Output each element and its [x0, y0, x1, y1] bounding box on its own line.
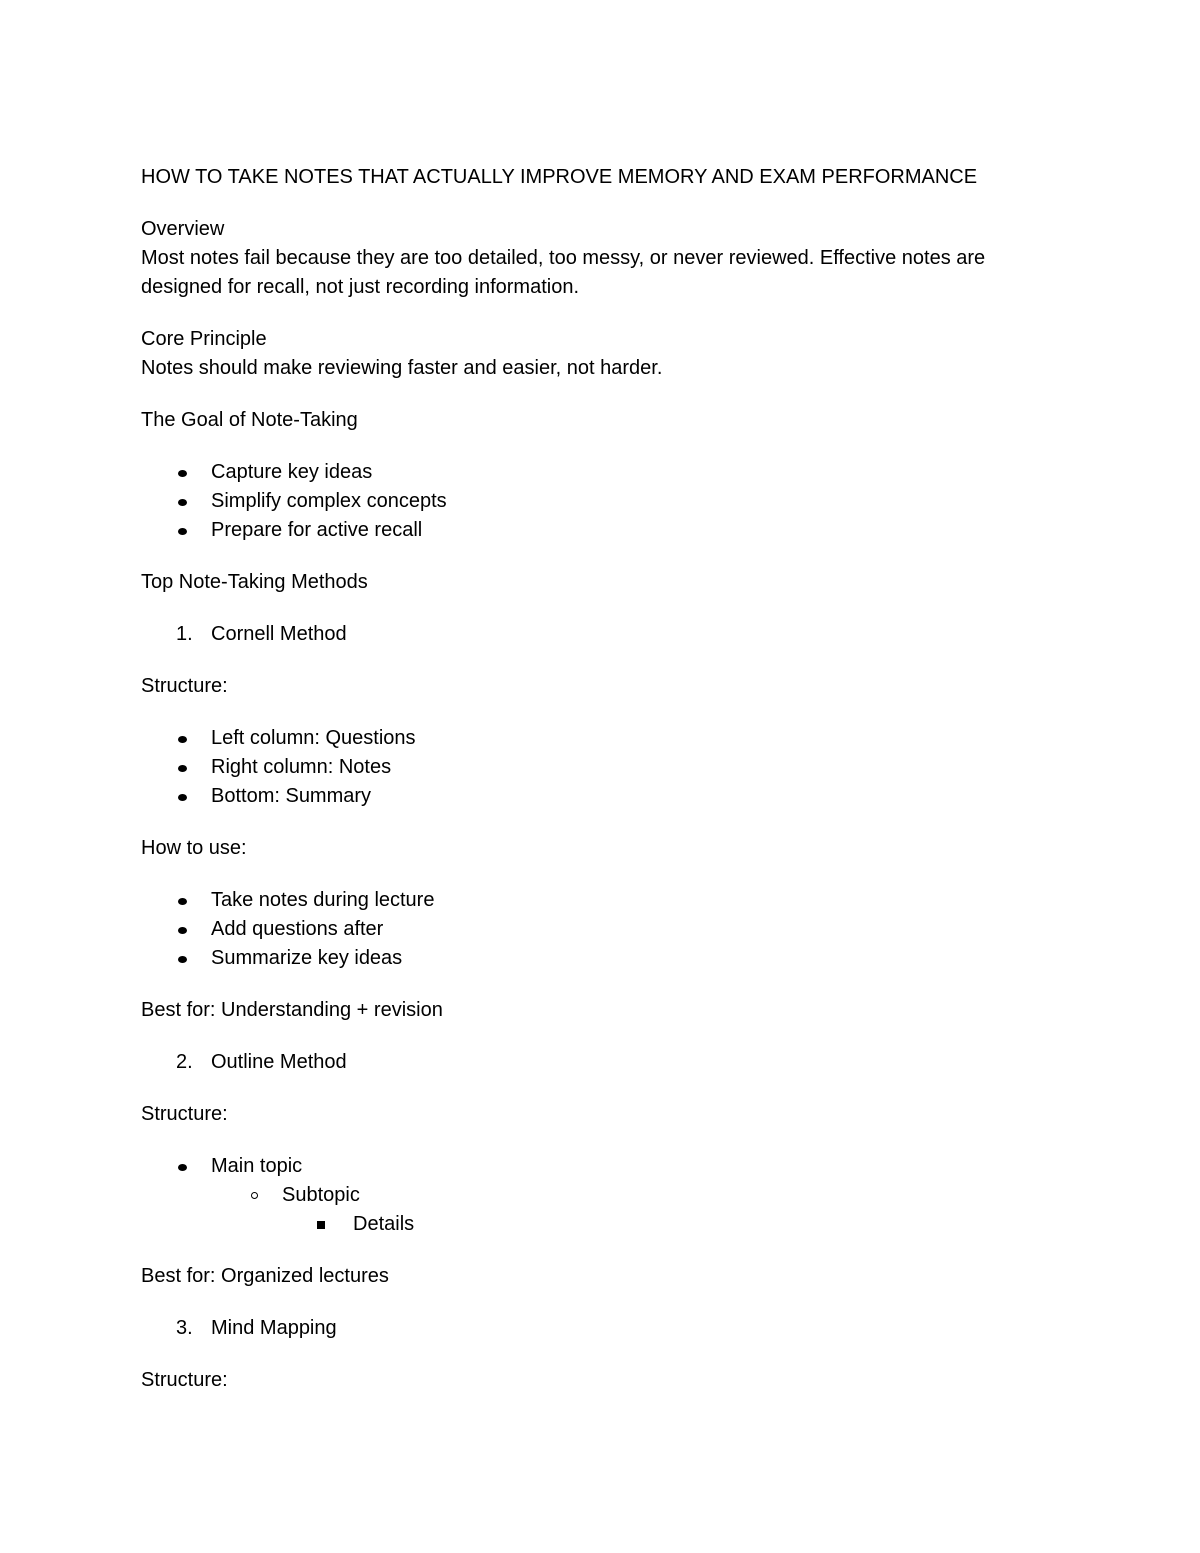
overview-text-line-1: Most notes fail because they are too detailed, too messy, or never reviewed. Effective notes are	[141, 247, 986, 269]
bullet-icon	[178, 956, 187, 963]
method-item	[141, 1048, 1061, 1077]
bullet-icon	[178, 470, 187, 477]
method-item	[141, 1314, 1061, 1343]
bullet-icon	[178, 898, 187, 905]
cornell-structure-list	[141, 724, 1061, 811]
goal-heading: The Goal of Note-Taking	[141, 409, 358, 431]
list-number: 3.	[176, 1317, 193, 1339]
hollow-bullet-icon	[251, 1192, 258, 1199]
list-item: Simplify complex concepts	[141, 487, 1061, 516]
method-1	[141, 620, 1061, 649]
method-name: Mind Mapping	[211, 1317, 337, 1339]
list-item: Right column: Notes	[141, 753, 1061, 782]
structure-label: Structure:	[141, 1103, 228, 1125]
list-item: Capture key ideas	[141, 458, 1061, 487]
bullet-icon	[178, 499, 187, 506]
list-item: Subtopic	[141, 1181, 1061, 1210]
goal-list	[141, 458, 1061, 545]
structure-label: Structure:	[141, 675, 228, 697]
list-item: Details	[141, 1210, 1061, 1239]
list-item: Left column: Questions	[141, 724, 1061, 753]
list-item: Bottom: Summary	[141, 782, 1061, 811]
overview-heading: Overview	[141, 218, 225, 240]
list-item: Main topic	[141, 1152, 1061, 1181]
method-name: Cornell Method	[211, 623, 347, 645]
methods-heading: Top Note-Taking Methods	[141, 571, 368, 593]
list-item: Add questions after	[141, 915, 1061, 944]
method-name: Outline Method	[211, 1051, 347, 1073]
list-item: Prepare for active recall	[141, 516, 1061, 545]
method-item	[141, 620, 1061, 649]
overview-text-line-2: designed for recall, not just recording information.	[141, 276, 580, 298]
cornell-howto-list	[141, 886, 1061, 973]
howto-label: How to use:	[141, 837, 247, 859]
best-for-text: Best for: Understanding + revision	[141, 999, 443, 1021]
bullet-icon	[178, 736, 187, 743]
core-principle-text: Notes should make reviewing faster and easier, not harder.	[141, 357, 663, 379]
square-bullet-icon	[317, 1221, 325, 1229]
bullet-icon	[178, 927, 187, 934]
document-page	[141, 163, 1061, 1395]
bullet-icon	[178, 765, 187, 772]
structure-label: Structure:	[141, 1369, 228, 1391]
list-item: Summarize key ideas	[141, 944, 1061, 973]
method-3	[141, 1314, 1061, 1343]
bullet-icon	[178, 1164, 187, 1171]
method-2	[141, 1048, 1061, 1077]
list-number: 2.	[176, 1051, 193, 1073]
outline-structure-list	[141, 1152, 1061, 1239]
bullet-icon	[178, 794, 187, 801]
list-number: 1.	[176, 623, 193, 645]
list-item: Take notes during lecture	[141, 886, 1061, 915]
document-title: HOW TO TAKE NOTES THAT ACTUALLY IMPROVE MEMORY AND EXAM PERFORMANCE	[141, 166, 978, 188]
bullet-icon	[178, 528, 187, 535]
core-principle-heading: Core Principle	[141, 328, 267, 350]
best-for-text: Best for: Organized lectures	[141, 1265, 389, 1287]
